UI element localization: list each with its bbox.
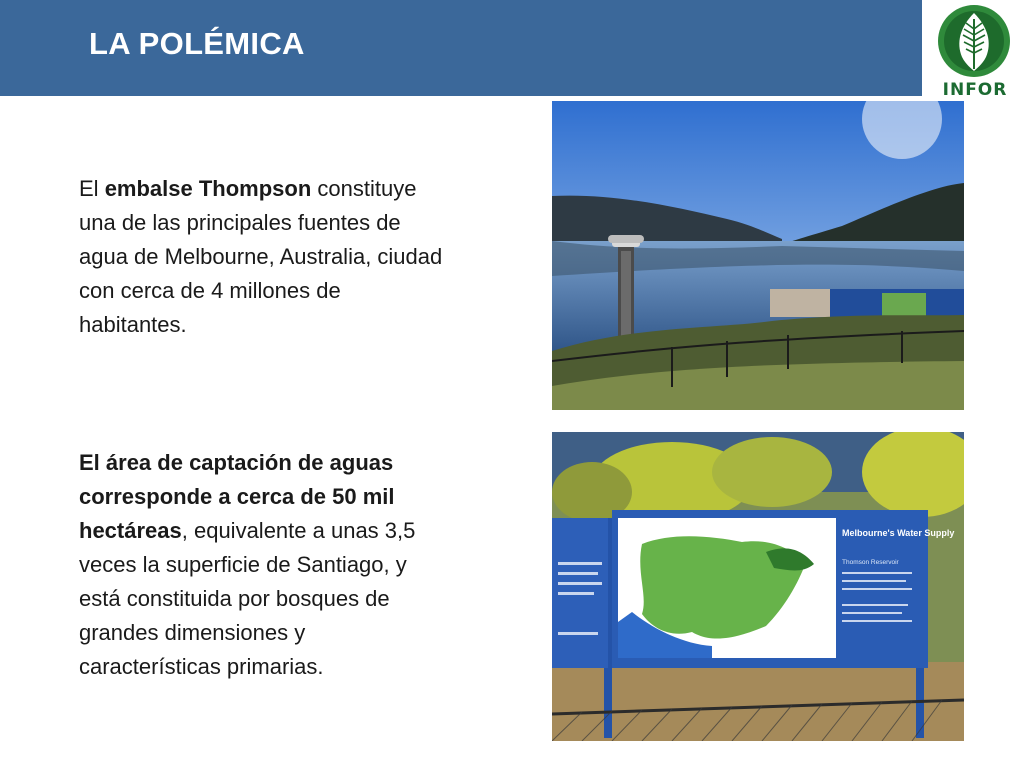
paragraph-reservoir [79,172,449,342]
reservoir-photo [552,101,964,410]
tree-leaf-icon [934,3,1014,83]
sign-photo [552,432,964,741]
p2-bold: El área de captación de aguas corresponde a cerca de 50 mil hectáreas [79,450,395,543]
paragraph-catchment [79,446,449,684]
p1-intro: El [79,176,105,201]
infor-logo [924,0,1024,104]
logo-text: INFOR [942,80,1008,100]
p2-rest: , equivalente a unas 3,5 veces la superficie de Santiago, y está constituida por bosques de grandes dimensiones y características primarias. [79,518,416,679]
slide-title: LA POLÉMICA [89,26,305,61]
p1-rest: constituye una de las principales fuentes de agua de Melbourne, Australia, ciudad con cerca de 4 millones de habitantes. [79,176,443,337]
p1-bold: embalse Thompson [104,176,312,201]
sign-subtitle: Thomson Reservoir [842,559,899,566]
sign-title: Melbourne's Water Supply [842,528,955,538]
